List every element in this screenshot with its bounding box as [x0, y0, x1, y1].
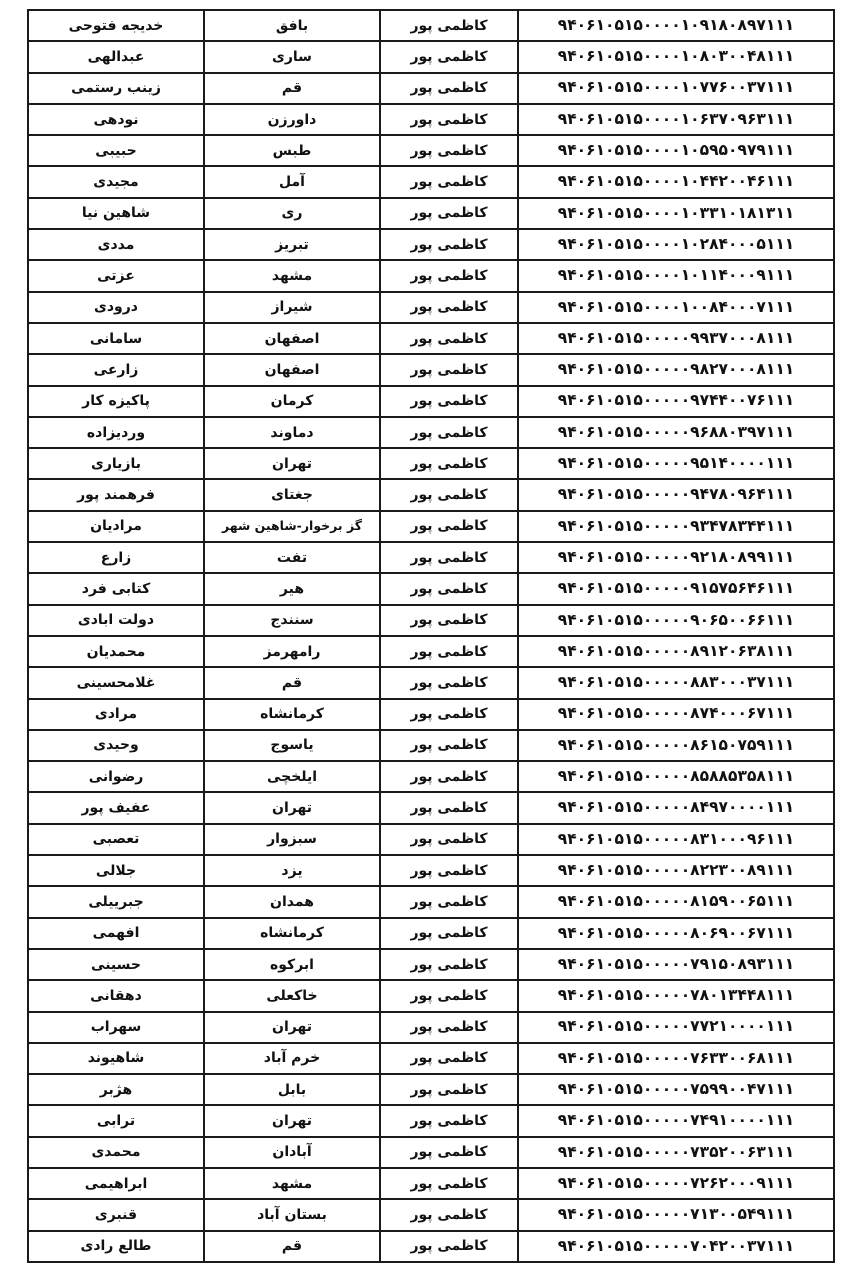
- city-cell: آمل: [204, 166, 380, 197]
- city-cell: دماوند: [204, 417, 380, 448]
- sender-name-cell: کاظمی پور: [380, 667, 518, 698]
- recipient-name-cell: زارع: [28, 542, 204, 573]
- city-cell: مشهد: [204, 1168, 380, 1199]
- recipient-name-cell: زارعی: [28, 354, 204, 385]
- city-cell: هیر: [204, 573, 380, 604]
- sender-name-cell: کاظمی پور: [380, 1105, 518, 1136]
- city-cell: بافق: [204, 10, 380, 41]
- table-row: [28, 886, 834, 917]
- city-cell: ری: [204, 198, 380, 229]
- city-cell: کرمانشاه: [204, 699, 380, 730]
- city-cell: تهران: [204, 792, 380, 823]
- tracking-code-cell: ۹۴۰۶۱۰۵۱۵۰۰۰۰۰۹۰۶۵۰۰۶۶۱۱۱: [518, 605, 834, 636]
- recipient-name-cell: هژبر: [28, 1074, 204, 1105]
- table-row: [28, 573, 834, 604]
- recipient-name-cell: حبیبی: [28, 135, 204, 166]
- city-cell: سبزوار: [204, 824, 380, 855]
- city-cell: بستان آباد: [204, 1199, 380, 1230]
- tracking-code-cell: ۹۴۰۶۱۰۵۱۵۰۰۰۰۰۹۲۱۸۰۸۹۹۱۱۱: [518, 542, 834, 573]
- sender-name-cell: کاظمی پور: [380, 260, 518, 291]
- table-row: [28, 354, 834, 385]
- sender-name-cell: کاظمی پور: [380, 41, 518, 72]
- city-cell: تهران: [204, 448, 380, 479]
- table-row: [28, 1199, 834, 1230]
- recipient-name-cell: عزتی: [28, 260, 204, 291]
- city-cell: ساری: [204, 41, 380, 72]
- sender-name-cell: کاظمی پور: [380, 511, 518, 542]
- sender-name-cell: کاظمی پور: [380, 479, 518, 510]
- table-row: [28, 386, 834, 417]
- city-cell: تهران: [204, 1105, 380, 1136]
- table-row: [28, 166, 834, 197]
- tracking-code-cell: ۹۴۰۶۱۰۵۱۵۰۰۰۰۰۹۴۷۸۰۹۶۴۱۱۱: [518, 479, 834, 510]
- city-cell: یزد: [204, 855, 380, 886]
- sender-name-cell: کاظمی پور: [380, 104, 518, 135]
- table-row: [28, 479, 834, 510]
- sender-name-cell: کاظمی پور: [380, 1012, 518, 1043]
- recipient-name-cell: تعصبی: [28, 824, 204, 855]
- city-cell: قم: [204, 1231, 380, 1262]
- sender-name-cell: کاظمی پور: [380, 229, 518, 260]
- sender-name-cell: کاظمی پور: [380, 1168, 518, 1199]
- sender-name-cell: کاظمی پور: [380, 730, 518, 761]
- city-cell: طبس: [204, 135, 380, 166]
- sender-name-cell: کاظمی پور: [380, 354, 518, 385]
- city-cell: قم: [204, 73, 380, 104]
- tracking-code-cell: ۹۴۰۶۱۰۵۱۵۰۰۰۰۱۰۳۳۱۰۱۸۱۳۱۱: [518, 198, 834, 229]
- city-cell: بابل: [204, 1074, 380, 1105]
- table-row: [28, 1168, 834, 1199]
- table-row: [28, 292, 834, 323]
- recipient-name-cell: عبدالهی: [28, 41, 204, 72]
- tracking-code-cell: ۹۴۰۶۱۰۵۱۵۰۰۰۰۱۰۶۳۷۰۹۶۳۱۱۱: [518, 104, 834, 135]
- sender-name-cell: کاظمی پور: [380, 73, 518, 104]
- recipient-name-cell: طالع رادی: [28, 1231, 204, 1262]
- tracking-code-cell: ۹۴۰۶۱۰۵۱۵۰۰۰۰۱۰۱۱۴۰۰۰۹۱۱۱: [518, 260, 834, 291]
- table-row: [28, 448, 834, 479]
- tracking-code-cell: ۹۴۰۶۱۰۵۱۵۰۰۰۰۰۸۹۱۲۰۶۳۸۱۱۱: [518, 636, 834, 667]
- recipient-name-cell: جلالی: [28, 855, 204, 886]
- tracking-code-cell: ۹۴۰۶۱۰۵۱۵۰۰۰۰۱۰۰۸۴۰۰۰۷۱۱۱: [518, 292, 834, 323]
- tracking-code-cell: ۹۴۰۶۱۰۵۱۵۰۰۰۰۰۸۲۲۳۰۰۸۹۱۱۱: [518, 855, 834, 886]
- tracking-code-cell: ۹۴۰۶۱۰۵۱۵۰۰۰۰۰۸۱۵۹۰۰۶۵۱۱۱: [518, 886, 834, 917]
- records-table-body: [28, 10, 834, 1262]
- table-row: [28, 104, 834, 135]
- table-row: [28, 792, 834, 823]
- sender-name-cell: کاظمی پور: [380, 824, 518, 855]
- tracking-code-cell: ۹۴۰۶۱۰۵۱۵۰۰۰۰۰۹۱۵۷۵۶۴۶۱۱۱: [518, 573, 834, 604]
- recipient-name-cell: سهراب: [28, 1012, 204, 1043]
- recipient-name-cell: مددی: [28, 229, 204, 260]
- sender-name-cell: کاظمی پور: [380, 1199, 518, 1230]
- city-cell: گز برخوار-شاهین شهر: [204, 511, 380, 542]
- table-row: [28, 918, 834, 949]
- table-row: [28, 761, 834, 792]
- sender-name-cell: کاظمی پور: [380, 855, 518, 886]
- table-row: [28, 1105, 834, 1136]
- table-row: [28, 636, 834, 667]
- sender-name-cell: کاظمی پور: [380, 448, 518, 479]
- recipient-name-cell: جبرییلی: [28, 886, 204, 917]
- tracking-code-cell: ۹۴۰۶۱۰۵۱۵۰۰۰۰۰۷۴۹۱۰۰۰۰۱۱۱: [518, 1105, 834, 1136]
- city-cell: ابرکوه: [204, 949, 380, 980]
- sender-name-cell: کاظمی پور: [380, 886, 518, 917]
- tracking-code-cell: ۹۴۰۶۱۰۵۱۵۰۰۰۰۰۷۳۵۲۰۰۶۳۱۱۱: [518, 1137, 834, 1168]
- sender-name-cell: کاظمی پور: [380, 605, 518, 636]
- table-row: [28, 1074, 834, 1105]
- sender-name-cell: کاظمی پور: [380, 135, 518, 166]
- tracking-code-cell: ۹۴۰۶۱۰۵۱۵۰۰۰۰۱۰۹۱۸۰۸۹۷۱۱۱: [518, 10, 834, 41]
- table-row: [28, 1137, 834, 1168]
- table-row: [28, 41, 834, 72]
- tracking-code-cell: ۹۴۰۶۱۰۵۱۵۰۰۰۰۰۸۴۹۷۰۰۰۰۱۱۱: [518, 792, 834, 823]
- recipient-name-cell: کتابی فرد: [28, 573, 204, 604]
- city-cell: جغتای: [204, 479, 380, 510]
- sender-name-cell: کاظمی پور: [380, 292, 518, 323]
- table-row: [28, 511, 834, 542]
- sender-name-cell: کاظمی پور: [380, 573, 518, 604]
- city-cell: تفت: [204, 542, 380, 573]
- tracking-code-cell: ۹۴۰۶۱۰۵۱۵۰۰۰۰۰۹۳۴۷۸۳۴۴۱۱۱: [518, 511, 834, 542]
- table-row: [28, 260, 834, 291]
- tracking-code-cell: ۹۴۰۶۱۰۵۱۵۰۰۰۰۱۰۲۸۴۰۰۰۵۱۱۱: [518, 229, 834, 260]
- tracking-code-cell: ۹۴۰۶۱۰۵۱۵۰۰۰۰۰۷۸۰۱۳۴۴۸۱۱۱: [518, 980, 834, 1011]
- tracking-code-cell: ۹۴۰۶۱۰۵۱۵۰۰۰۰۰۷۶۳۳۰۰۶۸۱۱۱: [518, 1043, 834, 1074]
- recipient-name-cell: دولت ابادی: [28, 605, 204, 636]
- recipient-name-cell: ترابی: [28, 1105, 204, 1136]
- tracking-code-cell: ۹۴۰۶۱۰۵۱۵۰۰۰۰۰۷۲۶۲۰۰۰۹۱۱۱: [518, 1168, 834, 1199]
- city-cell: ایلخچی: [204, 761, 380, 792]
- table-row: [28, 667, 834, 698]
- city-cell: شیراز: [204, 292, 380, 323]
- sender-name-cell: کاظمی پور: [380, 417, 518, 448]
- sender-name-cell: کاظمی پور: [380, 1043, 518, 1074]
- city-cell: کرمانشاه: [204, 918, 380, 949]
- city-cell: تهران: [204, 1012, 380, 1043]
- recipient-name-cell: درودی: [28, 292, 204, 323]
- recipient-name-cell: خدیجه فتوحی: [28, 10, 204, 41]
- city-cell: رامهرمز: [204, 636, 380, 667]
- sender-name-cell: کاظمی پور: [380, 980, 518, 1011]
- recipient-name-cell: نودهی: [28, 104, 204, 135]
- recipient-name-cell: فرهمند پور: [28, 479, 204, 510]
- recipient-name-cell: دهقانی: [28, 980, 204, 1011]
- table-row: [28, 542, 834, 573]
- records-table: [27, 9, 835, 1263]
- sender-name-cell: کاظمی پور: [380, 699, 518, 730]
- tracking-code-cell: ۹۴۰۶۱۰۵۱۵۰۰۰۰۰۷۹۱۵۰۸۹۳۱۱۱: [518, 949, 834, 980]
- sender-name-cell: کاظمی پور: [380, 761, 518, 792]
- city-cell: داورزن: [204, 104, 380, 135]
- city-cell: مشهد: [204, 260, 380, 291]
- table-row: [28, 135, 834, 166]
- city-cell: اصفهان: [204, 354, 380, 385]
- sender-name-cell: کاظمی پور: [380, 792, 518, 823]
- city-cell: کرمان: [204, 386, 380, 417]
- tracking-code-cell: ۹۴۰۶۱۰۵۱۵۰۰۰۰۰۸۳۱۰۰۰۹۶۱۱۱: [518, 824, 834, 855]
- sender-name-cell: کاظمی پور: [380, 1074, 518, 1105]
- tracking-code-cell: ۹۴۰۶۱۰۵۱۵۰۰۰۰۰۷۵۹۹۰۰۴۷۱۱۱: [518, 1074, 834, 1105]
- city-cell: یاسوج: [204, 730, 380, 761]
- recipient-name-cell: محمدیان: [28, 636, 204, 667]
- tracking-code-cell: ۹۴۰۶۱۰۵۱۵۰۰۰۰۱۰۸۰۳۰۰۴۸۱۱۱: [518, 41, 834, 72]
- recipient-name-cell: مجیدی: [28, 166, 204, 197]
- recipient-name-cell: مرادیان: [28, 511, 204, 542]
- sender-name-cell: کاظمی پور: [380, 323, 518, 354]
- recipient-name-cell: سامانی: [28, 323, 204, 354]
- recipient-name-cell: پاکیزه کار: [28, 386, 204, 417]
- sender-name-cell: کاظمی پور: [380, 166, 518, 197]
- tracking-code-cell: ۹۴۰۶۱۰۵۱۵۰۰۰۰۰۹۵۱۴۰۰۰۰۱۱۱: [518, 448, 834, 479]
- recipient-name-cell: بازیاری: [28, 448, 204, 479]
- recipient-name-cell: وحیدی: [28, 730, 204, 761]
- table-row: [28, 980, 834, 1011]
- tracking-code-cell: ۹۴۰۶۱۰۵۱۵۰۰۰۰۰۷۷۲۱۰۰۰۰۱۱۱: [518, 1012, 834, 1043]
- tracking-code-cell: ۹۴۰۶۱۰۵۱۵۰۰۰۰۰۹۷۴۴۰۰۷۶۱۱۱: [518, 386, 834, 417]
- city-cell: خرم آباد: [204, 1043, 380, 1074]
- table-row: [28, 730, 834, 761]
- sender-name-cell: کاظمی پور: [380, 949, 518, 980]
- city-cell: قم: [204, 667, 380, 698]
- table-row: [28, 605, 834, 636]
- table-row: [28, 229, 834, 260]
- tracking-code-cell: ۹۴۰۶۱۰۵۱۵۰۰۰۰۱۰۴۴۲۰۰۴۶۱۱۱: [518, 166, 834, 197]
- table-row: [28, 1043, 834, 1074]
- table-row: [28, 824, 834, 855]
- city-cell: آبادان: [204, 1137, 380, 1168]
- table-row: [28, 323, 834, 354]
- recipient-name-cell: محمدی: [28, 1137, 204, 1168]
- table-row: [28, 699, 834, 730]
- tracking-code-cell: ۹۴۰۶۱۰۵۱۵۰۰۰۰۰۸۶۱۵۰۷۵۹۱۱۱: [518, 730, 834, 761]
- sender-name-cell: کاظمی پور: [380, 386, 518, 417]
- recipient-name-cell: شاهیوند: [28, 1043, 204, 1074]
- tracking-code-cell: ۹۴۰۶۱۰۵۱۵۰۰۰۰۱۰۵۹۵۰۹۷۹۱۱۱: [518, 135, 834, 166]
- table-row: [28, 198, 834, 229]
- city-cell: اصفهان: [204, 323, 380, 354]
- table-row: [28, 10, 834, 41]
- table-row: [28, 1231, 834, 1262]
- tracking-code-cell: ۹۴۰۶۱۰۵۱۵۰۰۰۰۰۸۵۸۸۵۳۵۸۱۱۱: [518, 761, 834, 792]
- table-row: [28, 1012, 834, 1043]
- sender-name-cell: کاظمی پور: [380, 636, 518, 667]
- recipient-name-cell: وردیزاده: [28, 417, 204, 448]
- recipient-name-cell: قنبری: [28, 1199, 204, 1230]
- table-row: [28, 855, 834, 886]
- recipient-name-cell: عفیف پور: [28, 792, 204, 823]
- sender-name-cell: کاظمی پور: [380, 1231, 518, 1262]
- sender-name-cell: کاظمی پور: [380, 198, 518, 229]
- recipient-name-cell: حسینی: [28, 949, 204, 980]
- city-cell: سنندج: [204, 605, 380, 636]
- tracking-code-cell: ۹۴۰۶۱۰۵۱۵۰۰۰۰۰۹۶۸۸۰۳۹۷۱۱۱: [518, 417, 834, 448]
- city-cell: همدان: [204, 886, 380, 917]
- tracking-code-cell: ۹۴۰۶۱۰۵۱۵۰۰۰۰۰۹۹۳۷۰۰۰۸۱۱۱: [518, 323, 834, 354]
- tracking-code-cell: ۹۴۰۶۱۰۵۱۵۰۰۰۰۰۷۰۴۲۰۰۳۷۱۱۱: [518, 1231, 834, 1262]
- tracking-code-cell: ۹۴۰۶۱۰۵۱۵۰۰۰۰۰۹۸۲۷۰۰۰۸۱۱۱: [518, 354, 834, 385]
- sender-name-cell: کاظمی پور: [380, 10, 518, 41]
- tracking-code-cell: ۹۴۰۶۱۰۵۱۵۰۰۰۰۰۸۷۴۰۰۰۶۷۱۱۱: [518, 699, 834, 730]
- recipient-name-cell: ابراهیمی: [28, 1168, 204, 1199]
- recipient-name-cell: رضوانی: [28, 761, 204, 792]
- tracking-code-cell: ۹۴۰۶۱۰۵۱۵۰۰۰۰۰۷۱۳۰۰۵۴۹۱۱۱: [518, 1199, 834, 1230]
- sender-name-cell: کاظمی پور: [380, 542, 518, 573]
- sender-name-cell: کاظمی پور: [380, 918, 518, 949]
- recipient-name-cell: غلامحسینی: [28, 667, 204, 698]
- recipient-name-cell: زینب رستمی: [28, 73, 204, 104]
- recipient-name-cell: مرادی: [28, 699, 204, 730]
- table-row: [28, 417, 834, 448]
- tracking-code-cell: ۹۴۰۶۱۰۵۱۵۰۰۰۰۰۸۸۳۰۰۰۳۷۱۱۱: [518, 667, 834, 698]
- city-cell: تبریز: [204, 229, 380, 260]
- tracking-code-cell: ۹۴۰۶۱۰۵۱۵۰۰۰۰۱۰۷۷۶۰۰۳۷۱۱۱: [518, 73, 834, 104]
- table-row: [28, 949, 834, 980]
- city-cell: خاکعلی: [204, 980, 380, 1011]
- sender-name-cell: کاظمی پور: [380, 1137, 518, 1168]
- tracking-code-cell: ۹۴۰۶۱۰۵۱۵۰۰۰۰۰۸۰۶۹۰۰۶۷۱۱۱: [518, 918, 834, 949]
- table-row: [28, 73, 834, 104]
- recipient-name-cell: افهمی: [28, 918, 204, 949]
- recipient-name-cell: شاهین نیا: [28, 198, 204, 229]
